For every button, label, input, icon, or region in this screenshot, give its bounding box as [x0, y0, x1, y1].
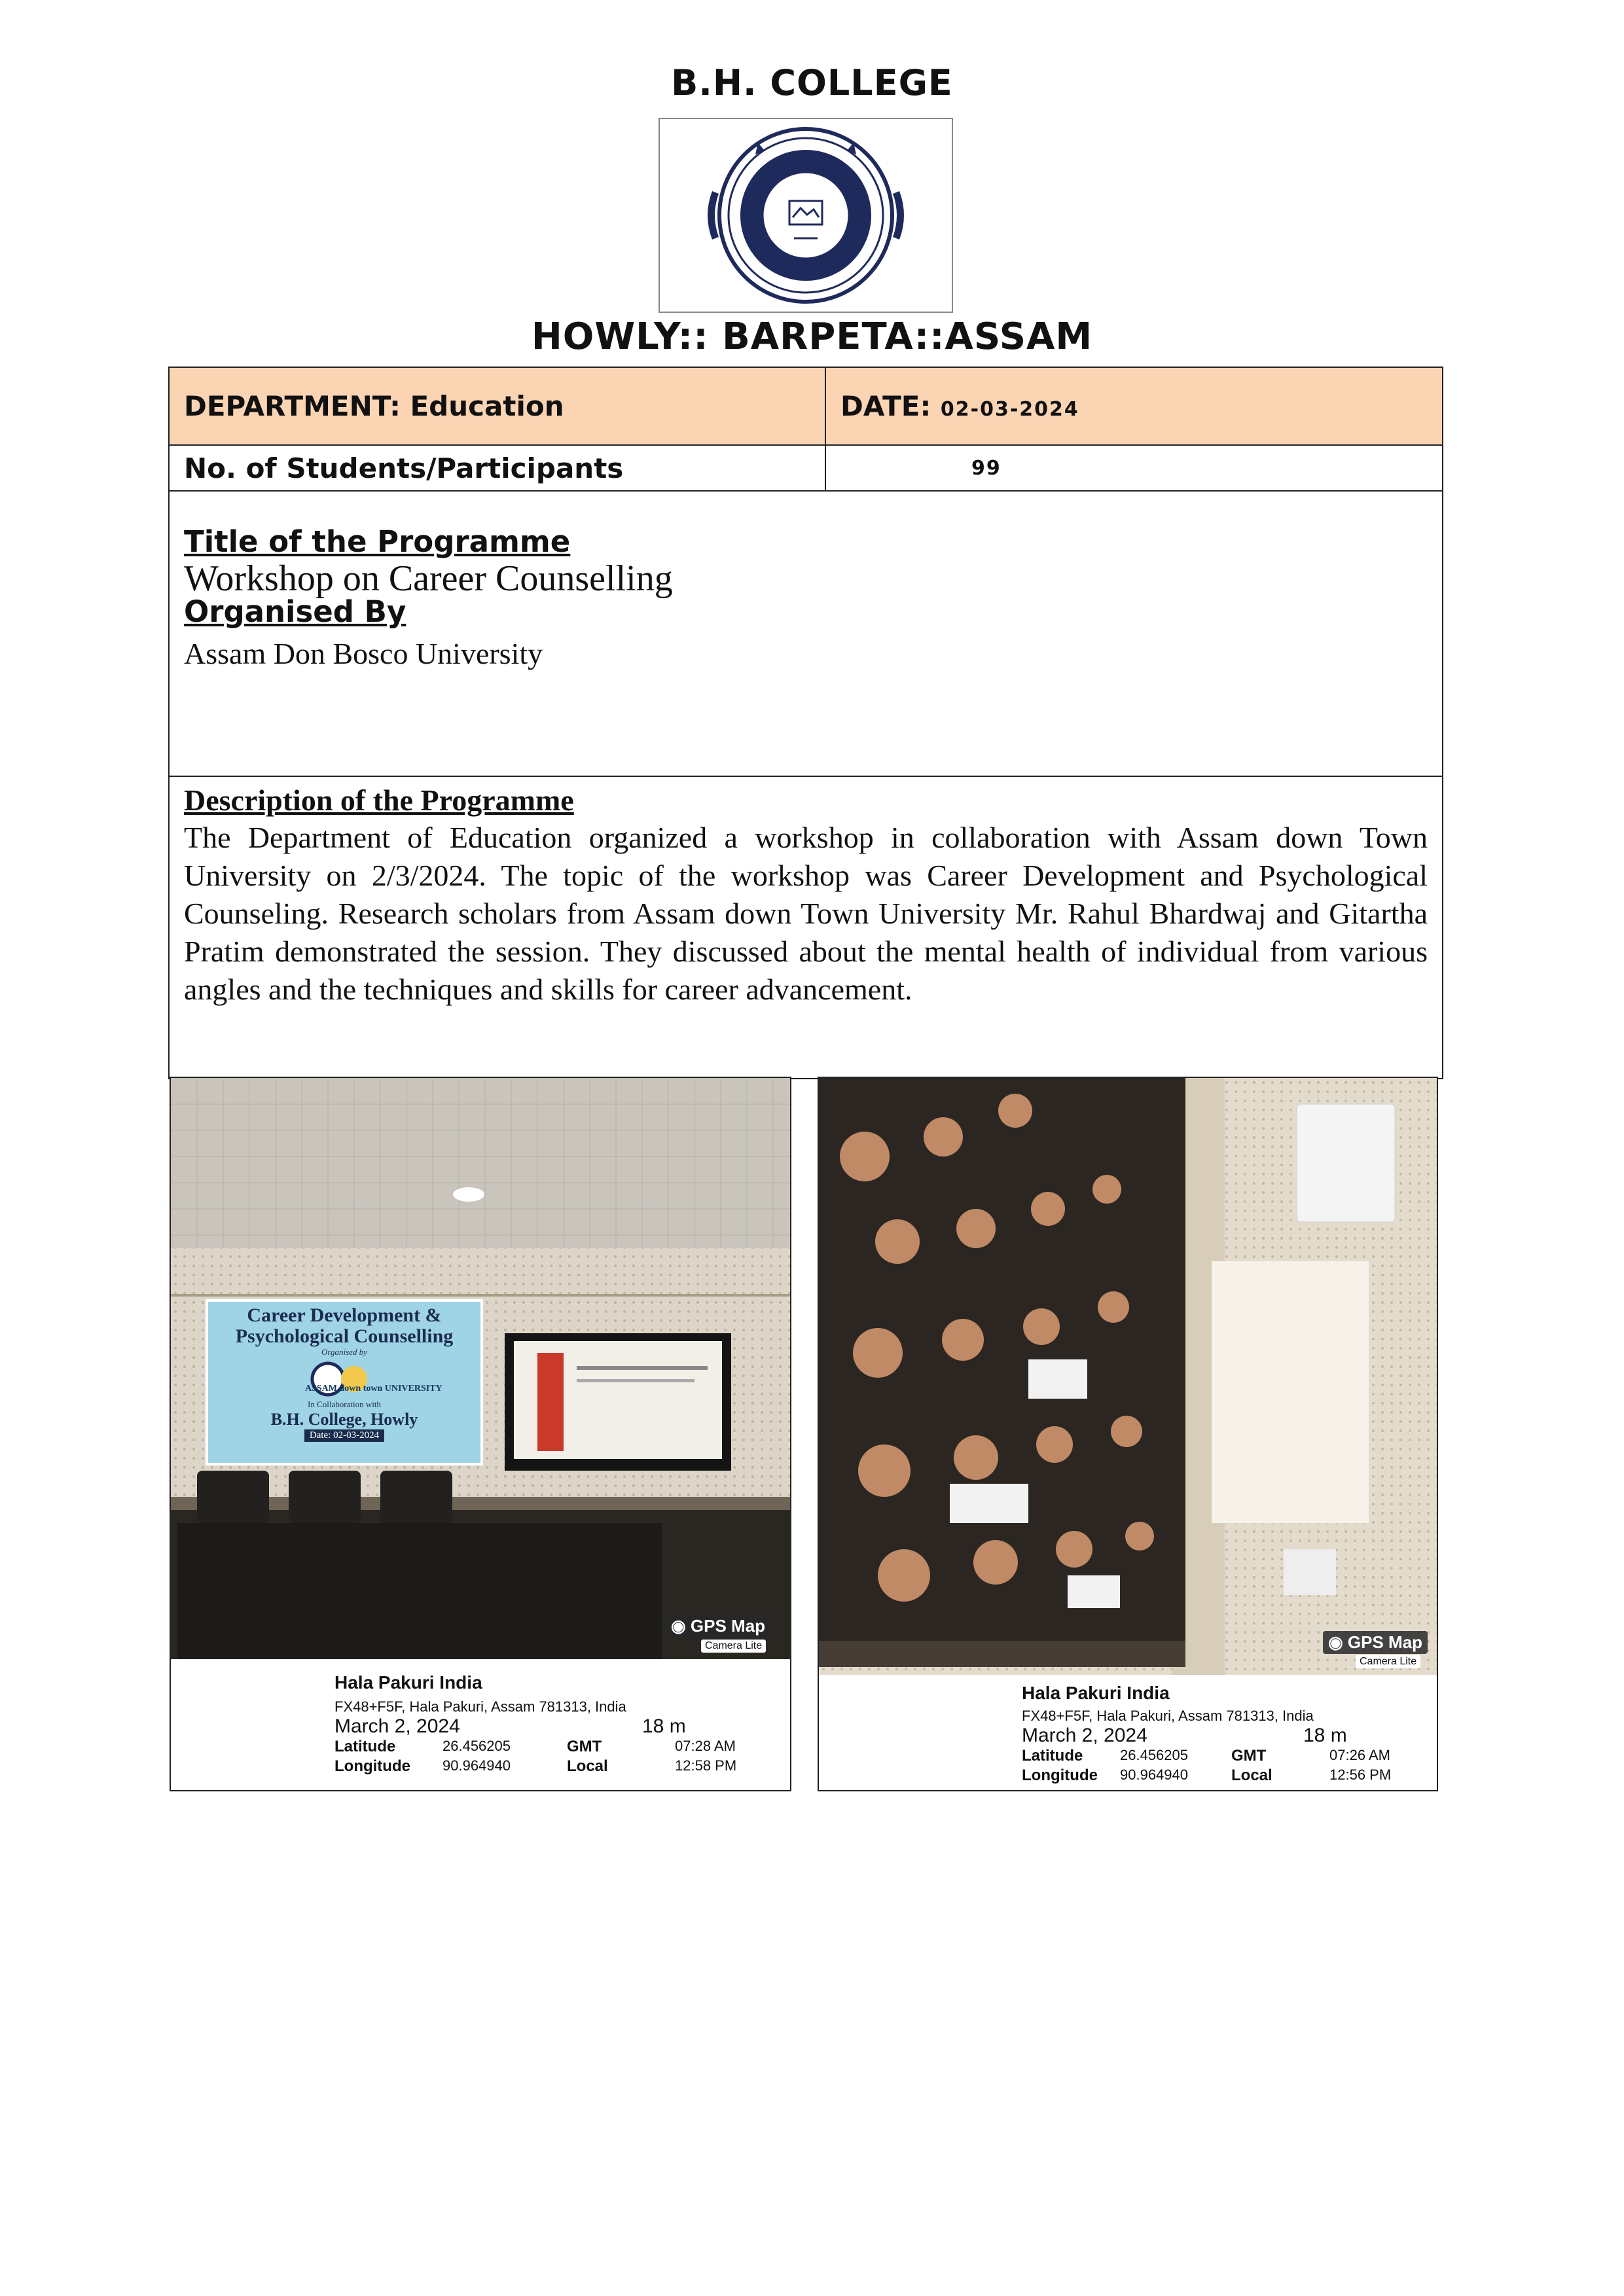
- college-location: HOWLY:: BARPETA::ASSAM: [531, 315, 1093, 358]
- gps-location: Hala Pakuri India: [334, 1672, 482, 1693]
- gps-date: March 2, 2024: [1022, 1725, 1147, 1746]
- gps-pin-icon: ◉: [671, 1616, 686, 1636]
- gps-altitude: 18 m: [642, 1715, 686, 1737]
- gps-map-badge: ◉ GPS Map: [666, 1615, 770, 1638]
- gmt-value: 07:26 AM: [1329, 1747, 1390, 1763]
- banner-line2: Psychological Counselling: [235, 1325, 454, 1347]
- title-row: [169, 491, 1443, 776]
- event-photo-hall: [170, 1077, 791, 1791]
- gps-altitude: 18 m: [1303, 1725, 1347, 1746]
- gps-lat-row: [1022, 1747, 1437, 1767]
- event-photo-participants: [818, 1077, 1438, 1791]
- local-label: Local: [1231, 1767, 1272, 1784]
- gps-lat-row: [334, 1738, 790, 1757]
- gps-address: FX48+F5F, Hala Pakuri, Assam 781313, India: [334, 1698, 626, 1715]
- lon-label: Longitude: [334, 1757, 410, 1775]
- lon-value: 90.964940: [1120, 1767, 1188, 1783]
- college-logo: [659, 118, 953, 313]
- participants-label: No. of Students/Participants: [169, 445, 825, 491]
- gmt-label: GMT: [567, 1738, 602, 1755]
- participants-value: 99: [825, 445, 1443, 491]
- local-value: 12:56 PM: [1329, 1767, 1392, 1783]
- gps-info-panel: [171, 1659, 790, 1790]
- local-value: 12:58 PM: [675, 1757, 737, 1774]
- gps-map-badge: ◉ GPS Map: [1323, 1631, 1428, 1654]
- local-label: Local: [567, 1757, 608, 1775]
- title-cell: [169, 491, 1443, 776]
- gps-location: Hala Pakuri India: [1022, 1683, 1170, 1703]
- date-label: DATE:: [840, 390, 931, 422]
- gps-lon-row: [1022, 1767, 1437, 1786]
- lat-value: 26.456205: [1120, 1747, 1188, 1763]
- gps-pin-icon: ◉: [1328, 1632, 1343, 1652]
- banner-college: B.H. College, Howly: [270, 1410, 418, 1429]
- banner-organised: Organised by: [321, 1347, 367, 1357]
- event-banner: [207, 1302, 482, 1442]
- college-name: B.H. COLLEGE: [671, 62, 953, 103]
- gps-date: March 2, 2024: [334, 1715, 460, 1737]
- description-heading: Description of the Programme: [184, 783, 574, 817]
- gps-date-row: [1022, 1725, 1437, 1747]
- lat-value: 26.456205: [442, 1738, 511, 1754]
- gps-date-row: [334, 1715, 790, 1738]
- header-row: [169, 367, 1443, 445]
- gmt-label: GMT: [1231, 1747, 1267, 1765]
- lon-label: Longitude: [1022, 1767, 1098, 1784]
- college-seal-icon: [660, 119, 952, 312]
- lat-label: Latitude: [1022, 1747, 1083, 1765]
- description-row: [169, 776, 1443, 1079]
- title-heading: Title of the Programme: [184, 524, 571, 559]
- description-cell: [169, 776, 1443, 1079]
- gps-lon-row: [334, 1757, 790, 1777]
- description-text: The Department of Education organized a workshop in collaboration with Assam down Town University on 2/3/2024. The topic of the workshop was Career Development and Psychological Counseling. Research scholars from Assam down Town University Mr. Rahul Bhardwaj and Gitartha Pratim demonstrated the session. They discussed about the mental health of individual from various angles and the techniques and skills for career advancement.: [184, 821, 1428, 1006]
- programme-info-table: [168, 367, 1443, 1079]
- banner-date: Date: 02-03-2024: [304, 1429, 384, 1442]
- adtu-logo: ASSAM down town UNIVERSITY: [305, 1384, 442, 1393]
- lon-value: 90.964940: [442, 1757, 511, 1774]
- participants-row: [169, 445, 1443, 491]
- department-cell: DEPARTMENT: Education: [169, 367, 825, 445]
- banner-line1: Career Development &: [247, 1304, 442, 1326]
- organiser-name: Assam Don Bosco University: [184, 637, 543, 670]
- gps-info-panel: [819, 1675, 1437, 1790]
- banner-collab: In Collaboration with: [308, 1399, 381, 1409]
- camera-lite-label: Camera Lite: [701, 1640, 766, 1653]
- gmt-value: 07:28 AM: [675, 1738, 736, 1754]
- gps-address: FX48+F5F, Hala Pakuri, Assam 781313, India: [1022, 1708, 1314, 1724]
- date-value: 02-03-2024: [940, 398, 1079, 421]
- lat-label: Latitude: [334, 1738, 396, 1755]
- organised-heading: Organised By: [184, 594, 406, 629]
- date-cell: [825, 367, 1443, 445]
- programme-title: Workshop on Career Counselling: [184, 558, 673, 599]
- camera-lite-label: Camera Lite: [1356, 1655, 1420, 1668]
